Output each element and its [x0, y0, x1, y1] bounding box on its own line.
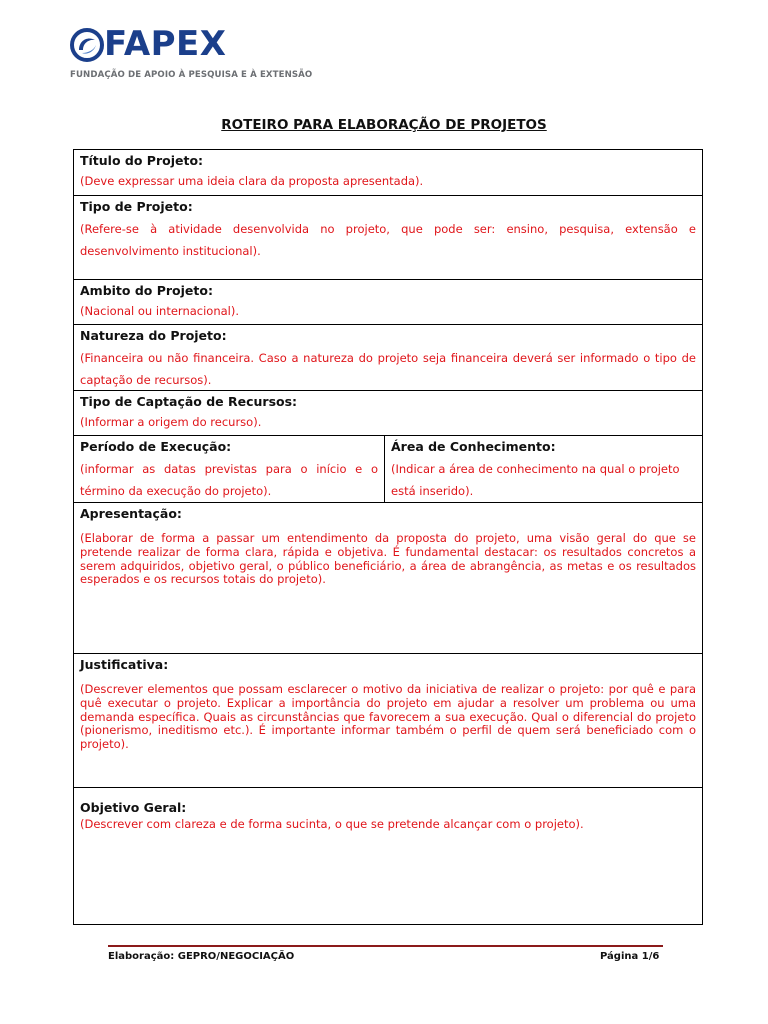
section-label: Título do Projeto:	[80, 153, 204, 168]
section-captacao	[74, 391, 702, 436]
section-description: (Elaborar de forma a passar um entendimento da proposta do projeto, uma visão geral do que se pretende realizar de forma clara, rápida e objetiva. É fundamental destacar: os resultados concretos a serem adquiridos, objetivo geral, o público beneficiário, a área de abrangência, as metas e os resultados esperados e os recursos totais do projeto).	[80, 531, 696, 587]
section-description: (Descrever elementos que possam esclarecer o motivo da iniciativa de realizar o projeto: por quê e para quê executar o projeto. Explicar a importância do projeto em ajudar a resolver um problema ou uma demanda específica. Quais as circunstâncias que favorecem a sua execução. Qual o diferencial do projeto (pionerismo, ineditismo etc.). É importante informar também o perfil de quem será beneficiado com o projeto).	[80, 682, 696, 752]
section-label: Apresentação:	[80, 506, 182, 521]
section-label: Natureza do Projeto:	[80, 328, 227, 343]
footer-divider	[108, 945, 663, 947]
section-label: Período de Execução:	[80, 439, 232, 454]
page-number: Página 1/6	[600, 951, 660, 962]
section-label: Tipo de Projeto:	[80, 199, 193, 214]
footer-author: Elaboração: GEPRO/NEGOCIAÇÃO	[108, 951, 295, 962]
section-periodo-area	[74, 436, 702, 503]
section-description: (Informar a origem do recurso).	[80, 415, 262, 429]
section-description: (Descrever com clareza e de forma sucinta, o que se pretende alcançar com o projeto).	[80, 817, 584, 831]
section-description: (informar as datas previstas para o início e o término da execução do projeto).	[80, 462, 378, 498]
section-description: (Deve expressar uma ideia clara da proposta apresentada).	[80, 174, 424, 188]
section-label: Justificativa:	[80, 657, 169, 672]
fapex-logo-icon	[70, 28, 104, 62]
section-justificativa	[74, 654, 702, 788]
section-description: (Nacional ou internacional).	[80, 304, 240, 318]
section-label: Objetivo Geral:	[80, 800, 187, 815]
section-tipo	[74, 196, 702, 280]
section-label: Área de Conhecimento:	[391, 439, 556, 454]
section-description: (Refere-se à atividade desenvolvida no projeto, que pode ser: ensino, pesquisa, extensão e desenvolvimento institucional).	[80, 222, 696, 258]
section-objetivo	[74, 788, 702, 924]
section-label: Tipo de Captação de Recursos:	[80, 394, 298, 409]
section-periodo	[74, 436, 385, 502]
logo-subtitle: FUNDAÇÃO DE APOIO À PESQUISA E À EXTENSÃO	[70, 70, 313, 80]
section-label: Ambito do Projeto:	[80, 283, 213, 298]
section-area	[385, 436, 702, 502]
section-ambito	[74, 280, 702, 325]
section-natureza	[74, 325, 702, 391]
section-description: (Indicar a área de conhecimento na qual o projeto está inserido).	[391, 462, 680, 498]
section-description: (Financeira ou não financeira. Caso a natureza do projeto seja financeira deverá ser informado o tipo de captação de recursos).	[80, 351, 696, 387]
section-titulo	[74, 150, 702, 196]
section-apresentacao	[74, 503, 702, 654]
logo-wordmark: FAPEX	[104, 24, 227, 64]
document-title: ROTEIRO PARA ELABORAÇÃO DE PROJETOS	[221, 117, 547, 133]
project-form-table	[73, 149, 703, 925]
fapex-logo	[70, 24, 313, 84]
